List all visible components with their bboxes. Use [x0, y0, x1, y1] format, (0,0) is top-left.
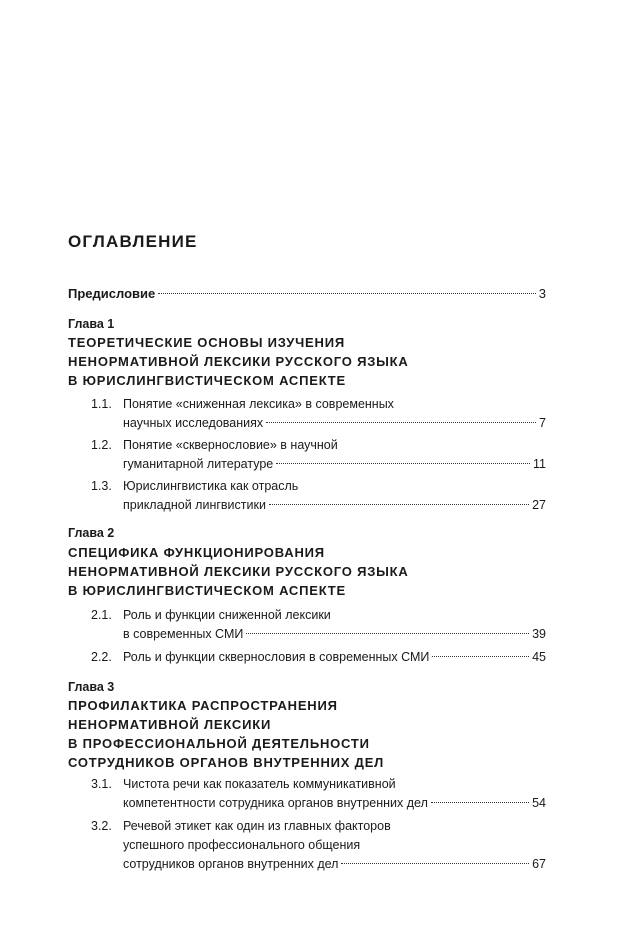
chapter-title-line: НЕНОРМАТИВНОЙ ЛЕКСИКИ [68, 717, 272, 732]
page-number: 54 [532, 796, 546, 810]
section-title-line: Юрислингвистика как отрасль [123, 479, 299, 493]
section-title-line: Понятие «сквернословие» в научной [123, 438, 338, 452]
chapter-title [68, 696, 384, 772]
section-title-line: успешного профессионального общения [123, 838, 361, 852]
chapter-title-line: НЕНОРМАТИВНОЙ ЛЕКСИКИ РУССКОГО ЯЗЫКА [68, 564, 409, 579]
chapter-title [68, 543, 409, 600]
chapter-title-line: СПЕЦИФИКА ФУНКЦИОНИРОВАНИЯ [68, 545, 325, 560]
page-number: 45 [532, 650, 546, 664]
leader-dots [269, 504, 529, 505]
chapter-label: Глава 2 [68, 526, 115, 540]
section-title-line: Роль и функции сниженной лексики [123, 608, 331, 622]
page-number: 39 [532, 627, 546, 641]
leader-dots [432, 656, 529, 657]
chapter-label: Глава 1 [68, 317, 115, 331]
toc-entry-section[interactable] [91, 648, 546, 667]
toc-entry-preface[interactable] [68, 284, 546, 304]
toc-entry-section[interactable] [91, 606, 546, 644]
section-number: 1.3. [91, 479, 112, 493]
section-title-line: Речевой этикет как один из главных факторов [123, 819, 391, 833]
preface-label: Предисловие [68, 286, 156, 301]
section-title-line: Роль и функции сквернословия в современных СМИ [123, 650, 430, 664]
chapter-label: Глава 3 [68, 680, 115, 694]
section-title-line: в современных СМИ [123, 627, 244, 641]
section-title-line: сотрудников органов внутренних дел [123, 857, 339, 871]
section-number: 3.2. [91, 819, 112, 833]
chapter-title [68, 333, 409, 390]
chapter-title-line: ТЕОРЕТИЧЕСКИЕ ОСНОВЫ ИЗУЧЕНИЯ [68, 335, 345, 350]
chapter-title-line: В ЮРИСЛИНГВИСТИЧЕСКОМ АСПЕКТЕ [68, 373, 347, 388]
toc-entry-section[interactable] [91, 775, 546, 813]
page-number: 7 [539, 416, 546, 430]
page-number: 11 [533, 457, 546, 471]
chapter-title-line: В ЮРИСЛИНГВИСТИЧЕСКОМ АСПЕКТЕ [68, 583, 347, 598]
section-number: 2.2. [91, 650, 112, 664]
leader-dots [431, 802, 529, 803]
chapter-title-line: НЕНОРМАТИВНОЙ ЛЕКСИКИ РУССКОГО ЯЗЫКА [68, 354, 409, 369]
section-title-line: Понятие «сниженная лексика» в современных [123, 397, 394, 411]
leader-dots [246, 633, 529, 634]
page-number: 27 [532, 498, 546, 512]
section-title-line: гуманитарной литературе [123, 457, 274, 471]
section-number: 1.2. [91, 438, 112, 452]
leader-dots [341, 863, 529, 864]
section-title-line: научных исследованиях [123, 416, 264, 430]
toc-heading: ОГЛАВЛЕНИЕ [68, 232, 198, 251]
toc-entry-section[interactable] [91, 395, 546, 433]
toc-entry-section[interactable] [91, 436, 546, 474]
page-number: 67 [532, 857, 546, 871]
section-number: 2.1. [91, 608, 112, 622]
section-title-line: Чистота речи как показатель коммуникативной [123, 777, 396, 791]
section-title-line: прикладной лингвистики [123, 498, 266, 512]
leader-dots [276, 463, 530, 464]
toc-entry-section[interactable] [91, 817, 546, 874]
toc-entry-section[interactable] [91, 477, 546, 515]
section-number: 3.1. [91, 777, 112, 791]
leader-dots [158, 293, 536, 294]
section-title-line: компетентности сотрудника органов внутренних дел [123, 796, 428, 810]
chapter-title-line: СОТРУДНИКОВ ОРГАНОВ ВНУТРЕННИХ ДЕЛ [68, 755, 385, 770]
section-number: 1.1. [91, 397, 112, 411]
leader-dots [266, 422, 536, 423]
page-number: 3 [538, 286, 546, 301]
chapter-title-line: В ПРОФЕССИОНАЛЬНОЙ ДЕЯТЕЛЬНОСТИ [68, 736, 370, 751]
chapter-title-line: ПРОФИЛАКТИКА РАСПРОСТРАНЕНИЯ [68, 698, 338, 713]
